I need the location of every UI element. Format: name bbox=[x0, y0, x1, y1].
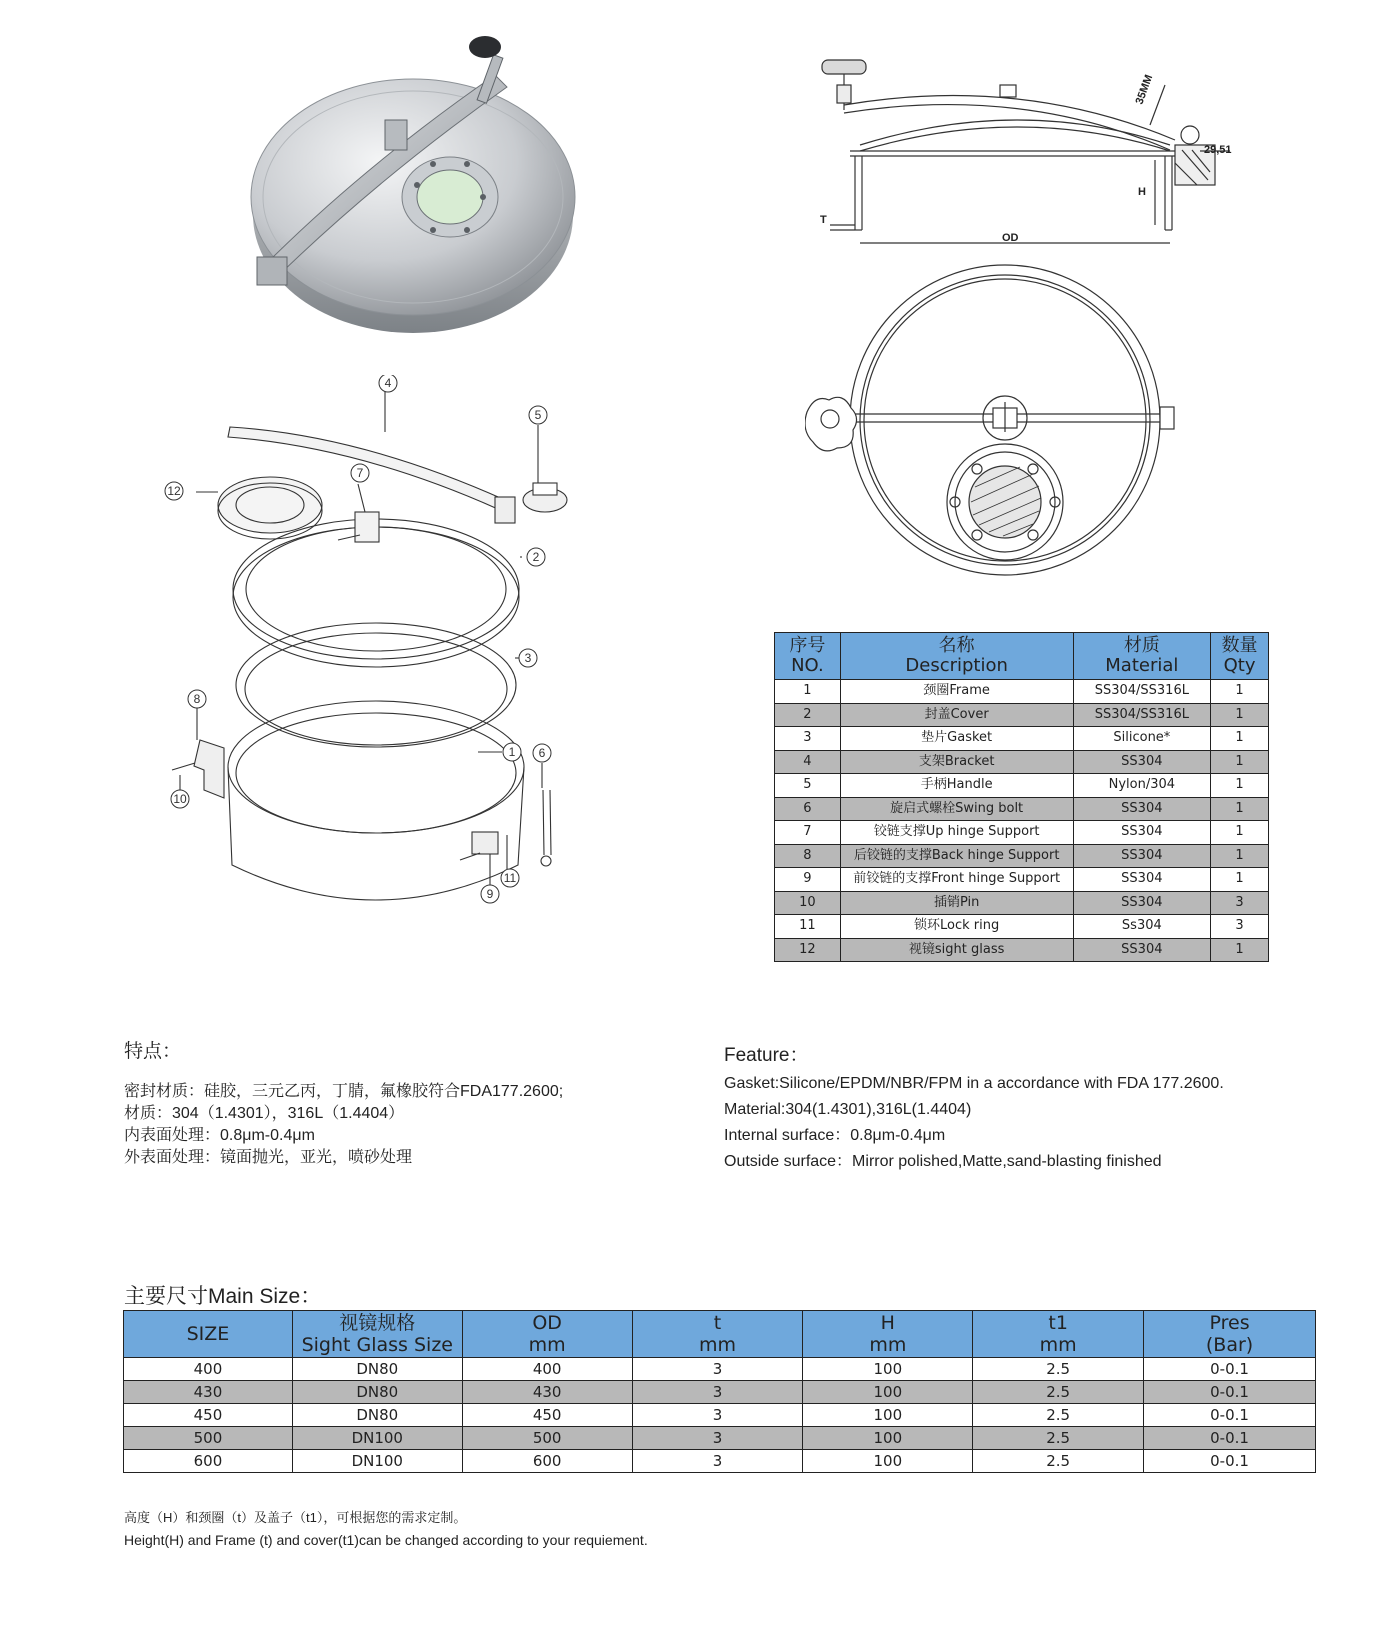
parts-cell-material: SS304 bbox=[1073, 938, 1211, 962]
parts-cell-material: Silicone* bbox=[1073, 727, 1211, 751]
callout-9 bbox=[481, 885, 499, 903]
features-en-line: Material:304(1.4301),316L(1.4404) bbox=[724, 1101, 972, 1118]
size-header-t1: t1 mm bbox=[973, 1311, 1144, 1358]
dim-h: H bbox=[1138, 186, 1146, 198]
size-row bbox=[124, 1450, 1316, 1473]
parts-cell-description: 垫片Gasket bbox=[840, 727, 1073, 751]
side-section-drawing bbox=[820, 45, 1240, 250]
parts-row bbox=[775, 774, 1269, 798]
size-cell-sight-glass: DN100 bbox=[292, 1427, 462, 1450]
parts-row bbox=[775, 938, 1269, 962]
parts-cell-qty: 1 bbox=[1211, 868, 1269, 892]
features-en-line: Outside surface：Mirror polished,Matte,sand-blasting finished bbox=[724, 1153, 1162, 1170]
size-cell-h: 100 bbox=[803, 1404, 973, 1427]
parts-header-no: 序号 NO. bbox=[775, 633, 841, 680]
size-header-h: H mm bbox=[803, 1311, 973, 1358]
svg-text:11: 11 bbox=[503, 871, 517, 885]
main-size-title: 主要尺寸Main Size： bbox=[124, 1285, 322, 1308]
parts-row bbox=[775, 821, 1269, 845]
parts-row bbox=[775, 727, 1269, 751]
size-cell-sight-glass: DN80 bbox=[292, 1404, 462, 1427]
product-photo bbox=[245, 25, 585, 355]
size-row bbox=[124, 1404, 1316, 1427]
parts-cell-description: 锁环Lock ring bbox=[840, 915, 1073, 939]
parts-cell-qty: 1 bbox=[1211, 727, 1269, 751]
parts-row bbox=[775, 797, 1269, 821]
dim-t: T bbox=[820, 214, 827, 226]
parts-cell-no: 9 bbox=[775, 868, 841, 892]
features-cn-line: 密封材质：硅胶，三元乙丙，丁腈，氟橡胶符合FDA177.2600; bbox=[124, 1083, 564, 1100]
features-en-line: Internal surface：0.8μm-0.4μm bbox=[724, 1127, 946, 1144]
parts-cell-qty: 3 bbox=[1211, 891, 1269, 915]
callout-5 bbox=[529, 406, 547, 424]
parts-cell-description: 视镜sight glass bbox=[840, 938, 1073, 962]
callout-12 bbox=[165, 482, 183, 500]
parts-cell-qty: 3 bbox=[1211, 915, 1269, 939]
parts-cell-no: 10 bbox=[775, 891, 841, 915]
svg-text:4: 4 bbox=[384, 376, 392, 390]
parts-cell-qty: 1 bbox=[1211, 750, 1269, 774]
parts-cell-description: 插销Pin bbox=[840, 891, 1073, 915]
features-en bbox=[724, 1040, 1224, 1175]
dim-od: OD bbox=[1002, 232, 1019, 244]
svg-text:3: 3 bbox=[524, 651, 532, 665]
parts-cell-material: SS304 bbox=[1073, 868, 1211, 892]
size-header-size: SIZE bbox=[124, 1311, 293, 1358]
size-cell-size: 500 bbox=[124, 1427, 293, 1450]
parts-cell-no: 8 bbox=[775, 844, 841, 868]
parts-header-qty: 数量 Qty bbox=[1211, 633, 1269, 680]
parts-row bbox=[775, 703, 1269, 727]
size-header-sight-glass: 视镜规格 Sight Glass Size bbox=[292, 1311, 462, 1358]
size-cell-t1: 2.5 bbox=[973, 1381, 1144, 1404]
size-cell-size: 430 bbox=[124, 1381, 293, 1404]
size-cell-od: 430 bbox=[462, 1381, 632, 1404]
size-cell-pres: 0-0.1 bbox=[1144, 1427, 1316, 1450]
callout-8 bbox=[188, 690, 206, 708]
features-cn-title: 特点： bbox=[124, 1041, 182, 1062]
callout-2 bbox=[527, 548, 545, 566]
size-row bbox=[124, 1381, 1316, 1404]
size-cell-od: 500 bbox=[462, 1427, 632, 1450]
parts-header-description: 名称 Description bbox=[840, 633, 1073, 680]
parts-cell-no: 5 bbox=[775, 774, 841, 798]
size-cell-t1: 2.5 bbox=[973, 1358, 1144, 1381]
parts-row bbox=[775, 891, 1269, 915]
svg-text:5: 5 bbox=[534, 408, 542, 422]
size-cell-h: 100 bbox=[803, 1427, 973, 1450]
size-cell-pres: 0-0.1 bbox=[1144, 1358, 1316, 1381]
size-header-pres: Pres (Bar) bbox=[1144, 1311, 1316, 1358]
parts-cell-no: 11 bbox=[775, 915, 841, 939]
parts-cell-qty: 1 bbox=[1211, 703, 1269, 727]
parts-cell-material: Ss304 bbox=[1073, 915, 1211, 939]
size-cell-h: 100 bbox=[803, 1358, 973, 1381]
top-view-drawing bbox=[805, 262, 1205, 577]
size-cell-sight-glass: DN100 bbox=[292, 1450, 462, 1473]
callout-4 bbox=[379, 375, 397, 392]
parts-cell-material: SS304 bbox=[1073, 821, 1211, 845]
features-cn-line: 内表面处理：0.8μm-0.4μm bbox=[124, 1127, 315, 1144]
callout-10 bbox=[171, 790, 189, 808]
parts-cell-description: 铰链支撑Up hinge Support bbox=[840, 821, 1073, 845]
svg-text:10: 10 bbox=[173, 792, 187, 806]
size-row bbox=[124, 1427, 1316, 1450]
size-cell-od: 600 bbox=[462, 1450, 632, 1473]
size-cell-pres: 0-0.1 bbox=[1144, 1381, 1316, 1404]
parts-cell-description: 后铰链的支撑Back hinge Support bbox=[840, 844, 1073, 868]
parts-row bbox=[775, 868, 1269, 892]
parts-header-material: 材质 Material bbox=[1073, 633, 1211, 680]
parts-cell-description: 旋启式螺栓Swing bolt bbox=[840, 797, 1073, 821]
size-cell-size: 400 bbox=[124, 1358, 293, 1381]
svg-text:2: 2 bbox=[532, 550, 540, 564]
svg-text:7: 7 bbox=[356, 466, 364, 480]
parts-cell-description: 支架Bracket bbox=[840, 750, 1073, 774]
parts-cell-material: SS304 bbox=[1073, 844, 1211, 868]
callout-1 bbox=[503, 743, 521, 761]
parts-cell-material: SS304 bbox=[1073, 750, 1211, 774]
parts-row bbox=[775, 915, 1269, 939]
parts-row bbox=[775, 750, 1269, 774]
parts-cell-qty: 1 bbox=[1211, 844, 1269, 868]
svg-text:9: 9 bbox=[486, 887, 494, 901]
parts-cell-material: SS304 bbox=[1073, 891, 1211, 915]
size-cell-t1: 2.5 bbox=[973, 1404, 1144, 1427]
size-cell-h: 100 bbox=[803, 1450, 973, 1473]
parts-cell-material: SS304 bbox=[1073, 797, 1211, 821]
size-cell-t: 3 bbox=[632, 1404, 803, 1427]
parts-cell-material: SS304/SS316L bbox=[1073, 680, 1211, 704]
features-en-title: Feature： bbox=[724, 1045, 809, 1066]
parts-cell-qty: 1 bbox=[1211, 774, 1269, 798]
parts-cell-no: 3 bbox=[775, 727, 841, 751]
parts-cell-material: Nylon/304 bbox=[1073, 774, 1211, 798]
parts-cell-description: 封盖Cover bbox=[840, 703, 1073, 727]
svg-text:1: 1 bbox=[508, 745, 516, 759]
parts-cell-no: 1 bbox=[775, 680, 841, 704]
size-cell-t: 3 bbox=[632, 1381, 803, 1404]
parts-table bbox=[774, 632, 1269, 962]
note-cn: 高度（H）和颈圈（t）及盖子（t1），可根据您的需求定制。 bbox=[124, 1510, 467, 1525]
parts-cell-no: 12 bbox=[775, 938, 841, 962]
size-cell-od: 400 bbox=[462, 1358, 632, 1381]
size-cell-sight-glass: DN80 bbox=[292, 1358, 462, 1381]
dim-2951: 29,51 bbox=[1204, 144, 1232, 156]
features-en-line: Gasket:Silicone/EPDM/NBR/FPM in a accordance with FDA 177.2600. bbox=[724, 1075, 1224, 1092]
size-cell-pres: 0-0.1 bbox=[1144, 1404, 1316, 1427]
parts-cell-material: SS304/SS316L bbox=[1073, 703, 1211, 727]
size-cell-t: 3 bbox=[632, 1358, 803, 1381]
parts-cell-qty: 1 bbox=[1211, 821, 1269, 845]
parts-cell-no: 4 bbox=[775, 750, 841, 774]
size-cell-size: 600 bbox=[124, 1450, 293, 1473]
main-size-table bbox=[123, 1310, 1316, 1473]
size-cell-size: 450 bbox=[124, 1404, 293, 1427]
svg-text:6: 6 bbox=[538, 746, 546, 760]
svg-text:12: 12 bbox=[167, 484, 181, 498]
size-cell-sight-glass: DN80 bbox=[292, 1381, 462, 1404]
size-header-od: OD mm bbox=[462, 1311, 632, 1358]
features-cn bbox=[124, 1036, 563, 1169]
dim-35mm: 35MM bbox=[1133, 73, 1156, 107]
callout-11 bbox=[501, 869, 519, 887]
size-cell-od: 450 bbox=[462, 1404, 632, 1427]
note-en: Height(H) and Frame (t) and cover(t1)can be changed according to your requiement. bbox=[124, 1532, 648, 1548]
size-cell-t: 3 bbox=[632, 1427, 803, 1450]
parts-cell-no: 6 bbox=[775, 797, 841, 821]
size-cell-t: 3 bbox=[632, 1450, 803, 1473]
parts-row bbox=[775, 844, 1269, 868]
svg-text:8: 8 bbox=[193, 692, 201, 706]
features-cn-line: 材质：304（1.4301），316L（1.4404） bbox=[124, 1105, 405, 1122]
parts-cell-no: 2 bbox=[775, 703, 841, 727]
parts-cell-no: 7 bbox=[775, 821, 841, 845]
size-cell-h: 100 bbox=[803, 1381, 973, 1404]
size-cell-pres: 0-0.1 bbox=[1144, 1450, 1316, 1473]
size-row bbox=[124, 1358, 1316, 1381]
parts-cell-description: 颈圈Frame bbox=[840, 680, 1073, 704]
features-cn-line: 外表面处理：镜面抛光，亚光，喷砂处理 bbox=[124, 1149, 413, 1166]
callout-6 bbox=[533, 744, 551, 762]
exploded-view-drawing bbox=[160, 375, 590, 945]
parts-cell-qty: 1 bbox=[1211, 797, 1269, 821]
size-cell-t1: 2.5 bbox=[973, 1427, 1144, 1450]
parts-cell-qty: 1 bbox=[1211, 938, 1269, 962]
callout-7 bbox=[351, 464, 369, 482]
size-cell-t1: 2.5 bbox=[973, 1450, 1144, 1473]
parts-cell-description: 手柄Handle bbox=[840, 774, 1073, 798]
size-header-t: t mm bbox=[632, 1311, 803, 1358]
callout-3 bbox=[519, 649, 537, 667]
parts-cell-qty: 1 bbox=[1211, 680, 1269, 704]
parts-row bbox=[775, 680, 1269, 704]
parts-cell-description: 前铰链的支撑Front hinge Support bbox=[840, 868, 1073, 892]
